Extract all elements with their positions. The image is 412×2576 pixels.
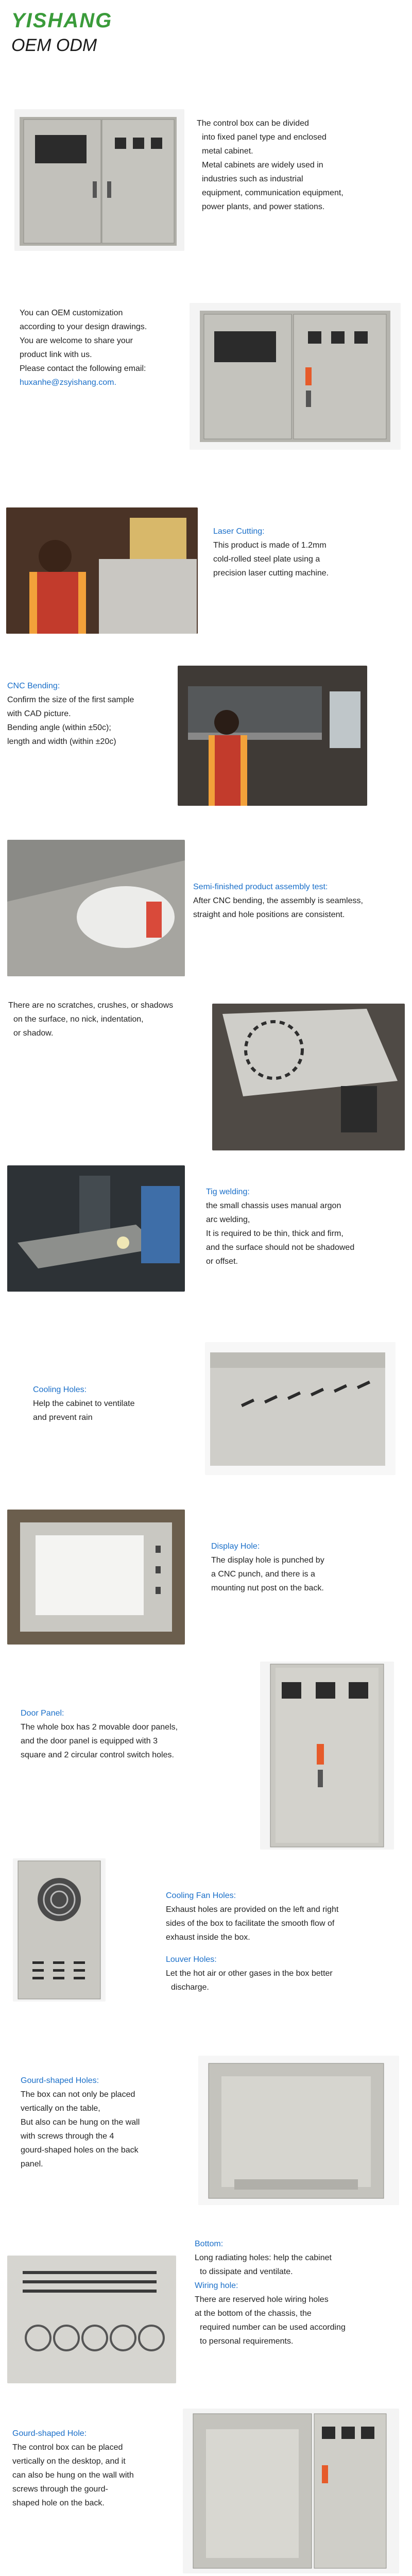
text-line: screws through the gourd- xyxy=(12,2485,108,2494)
door-panel-photo xyxy=(260,1662,394,1850)
door-panel-text xyxy=(21,1706,237,1762)
text-line: and prevent rain xyxy=(33,1413,93,1422)
text-line: exhaust inside the box. xyxy=(166,1933,250,1942)
assembly-test-heading: Semi-finished product assembly test: xyxy=(193,883,328,891)
text-line: You can OEM customization xyxy=(20,309,123,317)
text-line: to dissipate and ventilate. xyxy=(200,2267,293,2276)
door-panel-heading: Door Panel: xyxy=(21,1709,64,1718)
cabinet-front-photo xyxy=(190,303,401,450)
text-line: vertically on the table, xyxy=(21,2104,100,2113)
louver-holes-heading: Louver Holes: xyxy=(166,1955,217,1964)
text-line: length and width (within ±20c) xyxy=(7,737,116,746)
surface-quality-photo xyxy=(212,1004,405,1150)
text-line: or shadow. xyxy=(13,1029,54,1038)
bottom-holes-photo xyxy=(7,2256,176,2383)
wiring-hole-heading: Wiring hole: xyxy=(195,2281,238,2290)
gourd-hole-heading: Gourd-shaped Hole: xyxy=(12,2429,87,2438)
logo-brand: YISHANG xyxy=(11,9,113,32)
text-line: Long radiating holes: help the cabinet xyxy=(195,2253,332,2262)
text-line: Exhaust holes are provided on the left and right xyxy=(166,1905,339,1914)
text-line: straight and hole positions are consistent. xyxy=(193,910,345,919)
text-line: industries such as industrial xyxy=(202,175,303,183)
tig-welding-text xyxy=(206,1185,407,1268)
text-line: the small chassis uses manual argon xyxy=(206,1201,341,1210)
text-line: Confirm the size of the first sample xyxy=(7,696,134,704)
text-line: arc welding, xyxy=(206,1215,250,1224)
gourd-holes-text xyxy=(21,2074,191,2171)
laser-cutting-text xyxy=(213,524,404,580)
text-line: There are no scratches, crushes, or shadows xyxy=(8,1001,174,1010)
bottom-holes-text xyxy=(195,2237,406,2348)
text-line: a CNC punch, and there is a xyxy=(211,1570,315,1579)
text-line: with CAD picture. xyxy=(7,709,71,718)
assembly-test-photo xyxy=(7,840,185,976)
gourd-hole-photo xyxy=(183,2409,399,2573)
text-line: After CNC bending, the assembly is seamless, xyxy=(193,896,363,905)
text-line: panel. xyxy=(21,2160,43,2168)
display-hole-heading: Display Hole: xyxy=(211,1542,260,1551)
text-line: to personal requirements. xyxy=(200,2337,294,2346)
contact-email-link[interactable]: huxanhe@zsyishang.com. xyxy=(20,378,116,387)
text-line: gourd-shaped holes on the back xyxy=(21,2146,139,2155)
text-line: with screws through the 4 xyxy=(21,2132,114,2141)
cooling-holes-text xyxy=(33,1383,198,1425)
laser-cutting-photo xyxy=(6,507,198,634)
text-line: cold-rolled steel plate using a xyxy=(213,555,320,564)
text-line: vertically on the desktop, and it xyxy=(12,2457,126,2466)
text-line: Please contact the following email: xyxy=(20,364,146,373)
text-line: or offset. xyxy=(206,1257,238,1266)
cooling-holes-photo xyxy=(205,1342,396,1475)
gourd-holes-photo xyxy=(198,2056,399,2205)
control-cabinet-photo xyxy=(14,109,184,251)
text-line: and the door panel is equipped with 3 xyxy=(21,1737,158,1745)
cnc-bending-photo xyxy=(178,666,367,806)
display-hole-photo xyxy=(7,1510,185,1645)
brand-logo xyxy=(11,9,135,66)
cnc-bending-heading: CNC Bending: xyxy=(7,682,60,690)
text-line: The box can not only be placed xyxy=(21,2090,135,2099)
fan-holes-photo xyxy=(13,1858,106,2002)
text-line: The display hole is punched by xyxy=(211,1556,324,1565)
text-line: metal cabinet. xyxy=(202,147,253,156)
oem-text xyxy=(20,306,200,389)
text-line: discharge. xyxy=(171,1983,209,1992)
text-line: into fixed panel type and enclosed xyxy=(202,133,327,142)
tig-welding-photo xyxy=(7,1165,185,1292)
text-line: Bending angle (within ±50c); xyxy=(7,723,111,732)
text-line: according to your design drawings. xyxy=(20,323,147,331)
tig-welding-heading: Tig welding: xyxy=(206,1188,250,1196)
text-line: But also can be hung on the wall xyxy=(21,2118,140,2127)
surface-quality-text xyxy=(8,998,214,1040)
text-line: square and 2 circular control switch holes. xyxy=(21,1751,174,1759)
text-line: can also be hung on the wall with xyxy=(12,2471,134,2480)
text-line: The control box can be placed xyxy=(12,2443,123,2452)
text-line: This product is made of 1.2mm xyxy=(213,541,327,550)
text-line: You are welcome to share your xyxy=(20,336,133,345)
logo-subtitle: OEM ODM xyxy=(11,36,97,55)
text-line: mounting nut post on the back. xyxy=(211,1584,324,1592)
cnc-bending-text xyxy=(7,679,182,749)
text-line: power plants, and power stations. xyxy=(202,202,325,211)
text-line: on the surface, no nick, indentation, xyxy=(13,1015,144,1024)
intro-text xyxy=(197,116,403,214)
display-hole-text xyxy=(211,1539,402,1595)
gourd-hole-text xyxy=(12,2427,187,2510)
text-line: There are reserved hole wiring holes xyxy=(195,2295,329,2304)
fan-holes-heading: Cooling Fan Holes: xyxy=(166,1891,236,1900)
text-line: Metal cabinets are widely used in xyxy=(202,161,323,170)
text-line: shaped hole on the back. xyxy=(12,2499,105,2507)
text-line: Let the hot air or other gases in the box better xyxy=(166,1969,333,1978)
text-line: required number can be used according xyxy=(200,2323,346,2332)
bottom-heading: Bottom: xyxy=(195,2240,224,2248)
gourd-holes-heading: Gourd-shaped Holes: xyxy=(21,2076,99,2085)
text-line: product link with us. xyxy=(20,350,92,359)
text-line: equipment, communication equipment, xyxy=(202,189,344,197)
fan-holes-text xyxy=(166,1889,408,1994)
laser-cutting-heading: Laser Cutting: xyxy=(213,527,265,536)
text-line: It is required to be thin, thick and firm, xyxy=(206,1229,344,1238)
text-line: The whole box has 2 movable door panels, xyxy=(21,1723,178,1732)
text-line: Help the cabinet to ventilate xyxy=(33,1399,135,1408)
text-line: at the bottom of the chassis, the xyxy=(195,2309,312,2318)
text-line: The control box can be divided xyxy=(197,119,309,128)
text-line: precision laser cutting machine. xyxy=(213,569,329,578)
cooling-holes-heading: Cooling Holes: xyxy=(33,1385,87,1394)
assembly-test-text xyxy=(193,880,404,922)
text-line: and the surface should not be shadowed xyxy=(206,1243,355,1252)
text-line: sides of the box to facilitate the smooth flow of xyxy=(166,1919,335,1928)
